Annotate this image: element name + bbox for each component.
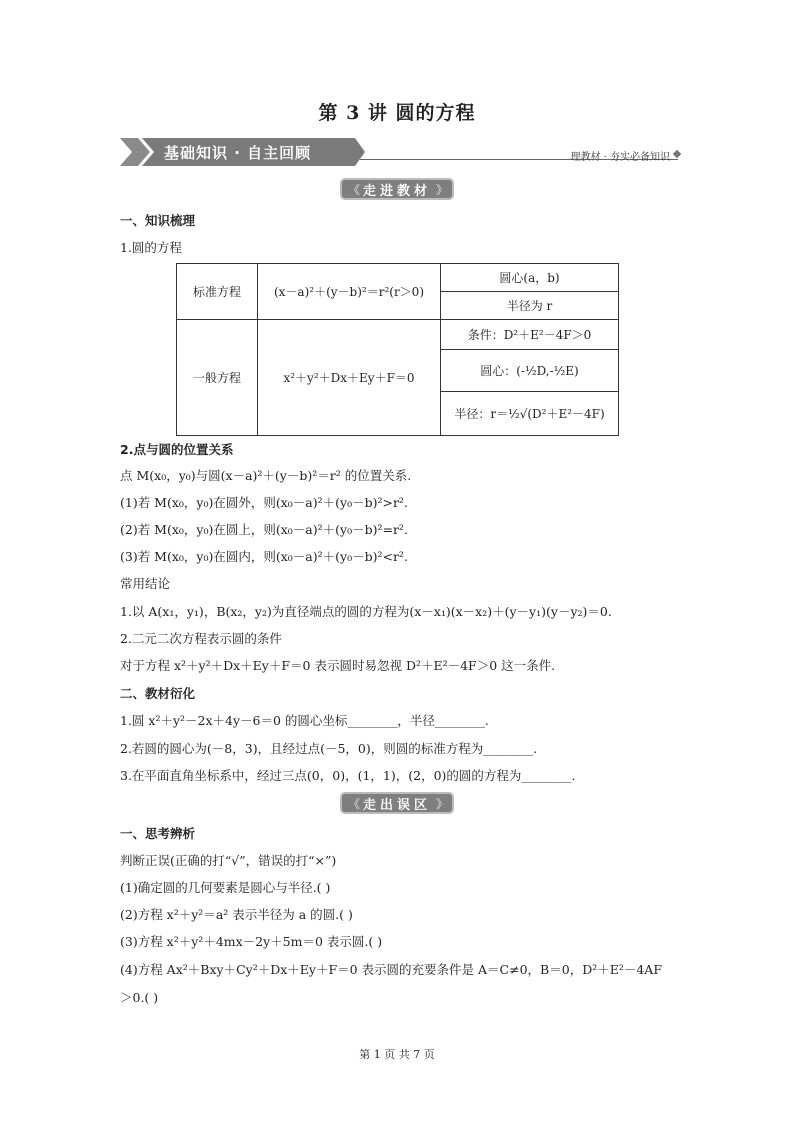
svg-text:》: 》 — [436, 183, 449, 197]
table-cell: x²＋y²＋Dx＋Ey＋F＝0 — [258, 320, 441, 436]
svg-text:《: 《 — [348, 797, 361, 811]
pill-label: 走进教材 — [362, 184, 431, 199]
diamond-icon — [673, 150, 681, 158]
heading-knowledge: 一、知识梳理 — [120, 213, 196, 228]
svg-text:》: 》 — [436, 797, 449, 811]
section-banner — [120, 138, 680, 166]
table-cell: 条件：D²＋E²－4F＞0 — [441, 320, 619, 350]
text-line: 判断正误(正确的打“√”，错误的打“×”) — [120, 853, 337, 868]
text-line: 2.二元二次方程表示圆的条件 — [120, 631, 282, 646]
text-line: 点 M(x₀，y₀)与圆(x－a)²＋(y－b)²＝r² 的位置关系. — [120, 468, 412, 483]
judge-item-2: (2)方程 x²＋y²＝a² 表示半径为 a 的圆.( ) — [120, 907, 353, 922]
text-line: (2)若 M(x₀，y₀)在圆上，则(x₀－a)²＋(y₀－b)²=r². — [120, 522, 408, 537]
section-pill-2 — [0, 791, 794, 815]
text-line: 1.以 A(x₁，y₁)，B(x₂，y₂)为直径端点的圆的方程为(x－x₁)(x－x₂)＋(y－y₁)(y－y₂)＝0. — [120, 604, 612, 619]
table-cell: (x－a)²＋(y－b)²＝r²(r＞0) — [258, 264, 441, 320]
judge-item-4: (4)方程 Ax²＋Bxy＋Cy²＋Dx＋Ey＋F＝0 表示圆的充要条件是 A＝C≠0，B＝0，D²＋E²－4AF — [120, 962, 663, 977]
text-line: (1)若 M(x₀，y₀)在圆外，则(x₀－a)²＋(y₀－b)²>r². — [120, 495, 408, 510]
page-title: 第 3 讲 圆的方程 — [318, 102, 476, 124]
table-cell: 圆心：(-½D,-½E) — [441, 350, 619, 392]
text-line: 常用结论 — [120, 576, 171, 591]
table-cell: 标准方程 — [177, 264, 258, 320]
table-cell: 圆心(a，b) — [441, 264, 619, 292]
question-2: 2.若圆的圆心为(－8，3)，且经过点(－5，0)，则圆的标准方程为________. — [120, 741, 538, 756]
text-line: 对于方程 x²＋y²＋Dx＋Ey＋F＝0 表示圆时易忽视 D²＋E²－4F＞0 这一条件. — [120, 658, 556, 673]
heading-thinking: 一、思考辨析 — [120, 826, 196, 841]
section-pill-1 — [0, 177, 794, 201]
banner-title: 基础知识 · 自主回顾 — [164, 144, 312, 162]
table-cell: 一般方程 — [177, 320, 258, 436]
heading-textbook: 二、教材衍化 — [120, 686, 196, 701]
table-cell: 半径为 r — [441, 292, 619, 320]
equation-table — [176, 263, 619, 436]
table-cell: 半径：r＝½√(D²＋E²－4F) — [441, 392, 619, 436]
question-1: 1.圆 x²＋y²－2x＋4y－6＝0 的圆心坐标________，半径________. — [120, 713, 489, 728]
banner-subtitle: 理教材 · 夯实必备知识 — [570, 152, 670, 163]
judge-item-4-cont: ＞0.( ) — [120, 990, 159, 1005]
judge-item-1: (1)确定圆的几何要素是圆心与半径.( ) — [120, 880, 331, 895]
text-line: (3)若 M(x₀，y₀)在圆内，则(x₀－a)²＋(y₀－b)²<r². — [120, 549, 408, 564]
page-footer: 第 1 页 共 7 页 — [359, 1048, 435, 1061]
subheading-circle-equation: 1.圆的方程 — [120, 240, 182, 255]
subheading-point-circle: 2.点与圆的位置关系 — [120, 442, 234, 457]
pill-label: 走出误区 — [362, 798, 431, 813]
judge-item-3: (3)方程 x²＋y²＋4mx－2y＋5m＝0 表示圆.( ) — [120, 934, 383, 949]
svg-text:《: 《 — [348, 183, 361, 197]
question-3: 3.在平面直角坐标系中，经过三点(0，0)，(1，1)，(2，0)的圆的方程为________. — [120, 768, 576, 783]
